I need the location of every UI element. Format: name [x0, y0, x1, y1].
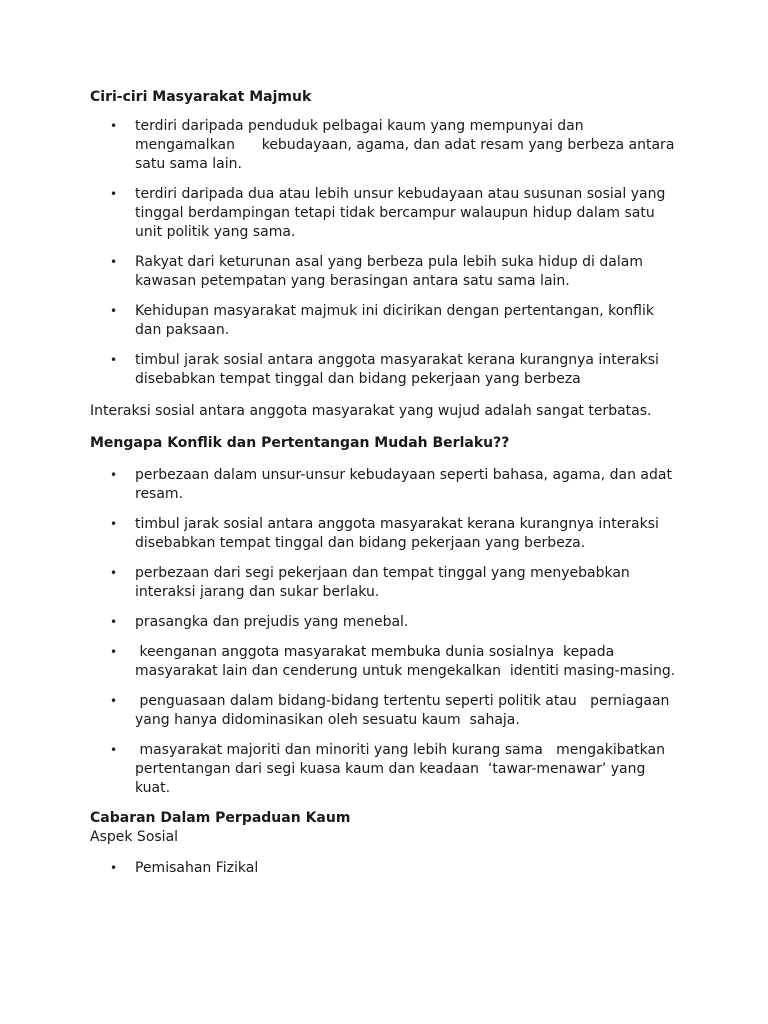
bullet-icon: •	[110, 645, 118, 659]
bullet-icon: •	[110, 187, 118, 201]
bullet-icon: •	[110, 353, 118, 367]
list-item-text: Rakyat dari keturunan asal yang berbeza pula lebih suka hidup di dalam kawasan petempatan yang berasingan antara satu sama lain.	[135, 254, 643, 289]
list-item	[90, 692, 690, 730]
bullet-icon: •	[110, 743, 118, 757]
list-item-text: timbul jarak sosial antara anggota masyarakat kerana kurangnya interaksi disebabkan tempat tinggal dan bidang pekerjaan yang berbeza.	[135, 516, 659, 551]
bullet-icon: •	[110, 468, 118, 482]
list-item	[90, 613, 690, 632]
list-item-text: perbezaan dalam unsur-unsur kebudayaan seperti bahasa, agama, dan adat resam.	[135, 467, 672, 502]
konflik-reasons-list	[90, 466, 690, 798]
section-heading-cabaran: Cabaran Dalam Perpaduan Kaum	[90, 810, 351, 826]
ciri-ciri-list	[90, 117, 690, 389]
cabaran-list	[90, 859, 690, 878]
bullet-icon: •	[110, 694, 118, 708]
list-item-text: terdiri daripada penduduk pelbagai kaum yang mempunyai dan mengamalkan kebudayaan, agama, dan adat resam yang berbeza antara satu sama lain.	[135, 118, 675, 172]
list-item-text: masyarakat majoriti dan minoriti yang lebih kurang sama mengakibatkan pertentangan dari segi kuasa kaum dan keadaan ‘tawar-menawar’ yang kuat.	[135, 742, 665, 796]
list-item	[90, 564, 690, 602]
bullet-icon: •	[110, 861, 118, 875]
section-heading-konflik: Mengapa Konflik dan Pertentangan Mudah Berlaku??	[90, 435, 510, 451]
list-item	[90, 253, 690, 291]
subheading-aspek-sosial: Aspek Sosial	[90, 829, 179, 845]
list-item-text: terdiri daripada dua atau lebih unsur kebudayaan atau susunan sosial yang tinggal berdampingan tetapi tidak bercampur walaupun hidup dalam satu unit politik yang sama.	[135, 186, 666, 240]
bullet-icon: •	[110, 119, 118, 133]
list-item-text: keenganan anggota masyarakat membuka dunia sosialnya kepada masyarakat lain dan cenderung untuk mengekalkan identiti masing-masing.	[135, 644, 676, 679]
document-page	[90, 88, 690, 878]
list-item-text: timbul jarak sosial antara anggota masyarakat kerana kurangnya interaksi disebabkan tempat tinggal dan bidang pekerjaan yang berbeza	[135, 352, 659, 387]
list-item	[90, 643, 690, 681]
bullet-icon: •	[110, 304, 118, 318]
list-item	[90, 859, 690, 878]
list-item-text: Kehidupan masyarakat majmuk ini dicirikan dengan pertentangan, konflik dan paksaan.	[135, 303, 654, 338]
list-item	[90, 117, 690, 174]
list-item	[90, 741, 690, 798]
bullet-icon: •	[110, 255, 118, 269]
list-item	[90, 466, 690, 504]
bullet-icon: •	[110, 566, 118, 580]
list-item	[90, 302, 690, 340]
bullet-icon: •	[110, 517, 118, 531]
interaction-note: Interaksi sosial antara anggota masyarakat yang wujud adalah sangat terbatas.	[90, 403, 652, 419]
list-item	[90, 351, 690, 389]
list-item-text: perbezaan dari segi pekerjaan dan tempat tinggal yang menyebabkan interaksi jarang dan sukar berlaku.	[135, 565, 630, 600]
section-heading-ciri-ciri: Ciri-ciri Masyarakat Majmuk	[90, 89, 312, 105]
list-item	[90, 185, 690, 242]
list-item	[90, 515, 690, 553]
list-item-text: Pemisahan Fizikal	[135, 860, 259, 876]
list-item-text: penguasaan dalam bidang-bidang tertentu seperti politik atau perniagaan yang hanya didominasikan oleh sesuatu kaum sahaja.	[135, 693, 670, 728]
bullet-icon: •	[110, 615, 118, 629]
list-item-text: prasangka dan prejudis yang menebal.	[135, 614, 409, 630]
